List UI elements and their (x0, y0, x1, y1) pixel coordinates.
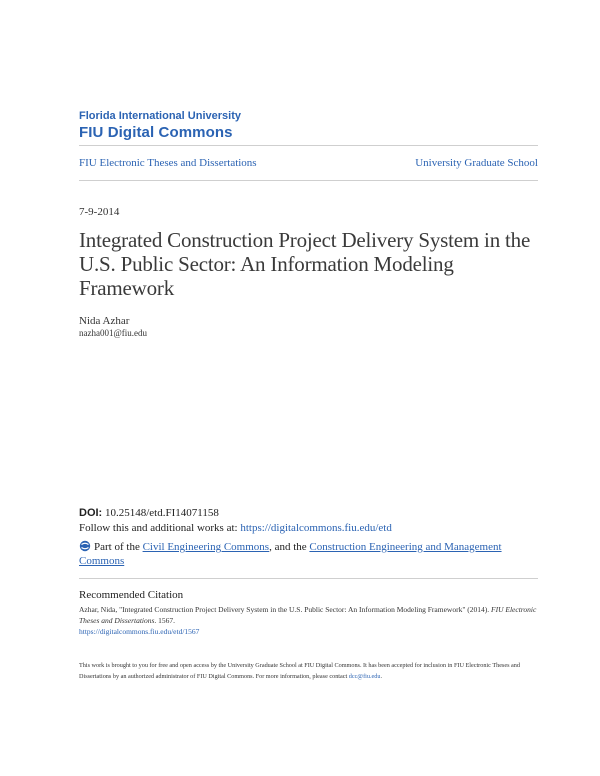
citation-block (79, 604, 539, 637)
citation-journal: FIU Electronic Theses and Dissertations (79, 605, 537, 625)
collection-link-theses[interactable]: FIU Electronic Theses and Dissertations (79, 157, 257, 169)
institution-header (79, 110, 241, 141)
repository-name[interactable]: FIU Digital Commons (79, 124, 233, 141)
divider-collections (79, 180, 538, 181)
follow-line (79, 522, 392, 534)
divider-citation (79, 578, 538, 579)
collection-link-graduate-school[interactable]: University Graduate School (415, 157, 538, 169)
contact-email-link[interactable]: dcc@fiu.edu (348, 673, 381, 680)
citation-suffix: . 1567. (154, 616, 176, 625)
footer-notice (79, 660, 539, 682)
author-name: Nida Azhar (79, 315, 130, 327)
construction-engineering-commons-link[interactable]: Construction Engineering and Management Commons (79, 541, 502, 567)
publication-date: 7-9-2014 (79, 206, 120, 218)
divider-top (79, 145, 538, 146)
part-of-prefix: Part of the (94, 541, 143, 553)
footer-end: . (380, 673, 382, 680)
doi-value: 10.25148/etd.FI14071158 (102, 507, 219, 519)
commons-network-icon (79, 540, 91, 552)
document-title: Integrated Construction Project Delivery System in the U.S. Public Sector: An Information Modeling Framework (79, 228, 531, 300)
citation-text: Azhar, Nida, "Integrated Construction Project Delivery System in the U.S. Public Sector: An Information Modeling Framework" (2014). (79, 605, 491, 614)
citation-heading: Recommended Citation (79, 589, 184, 601)
citation-url-link[interactable]: https://digitalcommons.fiu.edu/etd/1567 (79, 627, 200, 636)
footer-text: This work is brought to you for free and open access by the University Graduate School at FIU Digital Commons. It has been accepted for inclusion in FIU Electronic Theses and Dissertations by an authorized administrator of FIU Digital Commons. For more information, please contact (79, 662, 520, 680)
follow-link[interactable]: https://digitalcommons.fiu.edu/etd (240, 522, 392, 534)
author-email: nazha001@fiu.edu (79, 328, 148, 338)
doi-line (79, 507, 219, 519)
doi-label: DOI: (79, 507, 103, 519)
university-name[interactable]: Florida International University (79, 110, 241, 122)
civil-engineering-commons-link[interactable]: Civil Engineering Commons (142, 541, 270, 553)
and-the-text: , and the (269, 541, 310, 553)
part-of-line (79, 540, 539, 568)
follow-text: Follow this and additional works at: (79, 522, 241, 534)
